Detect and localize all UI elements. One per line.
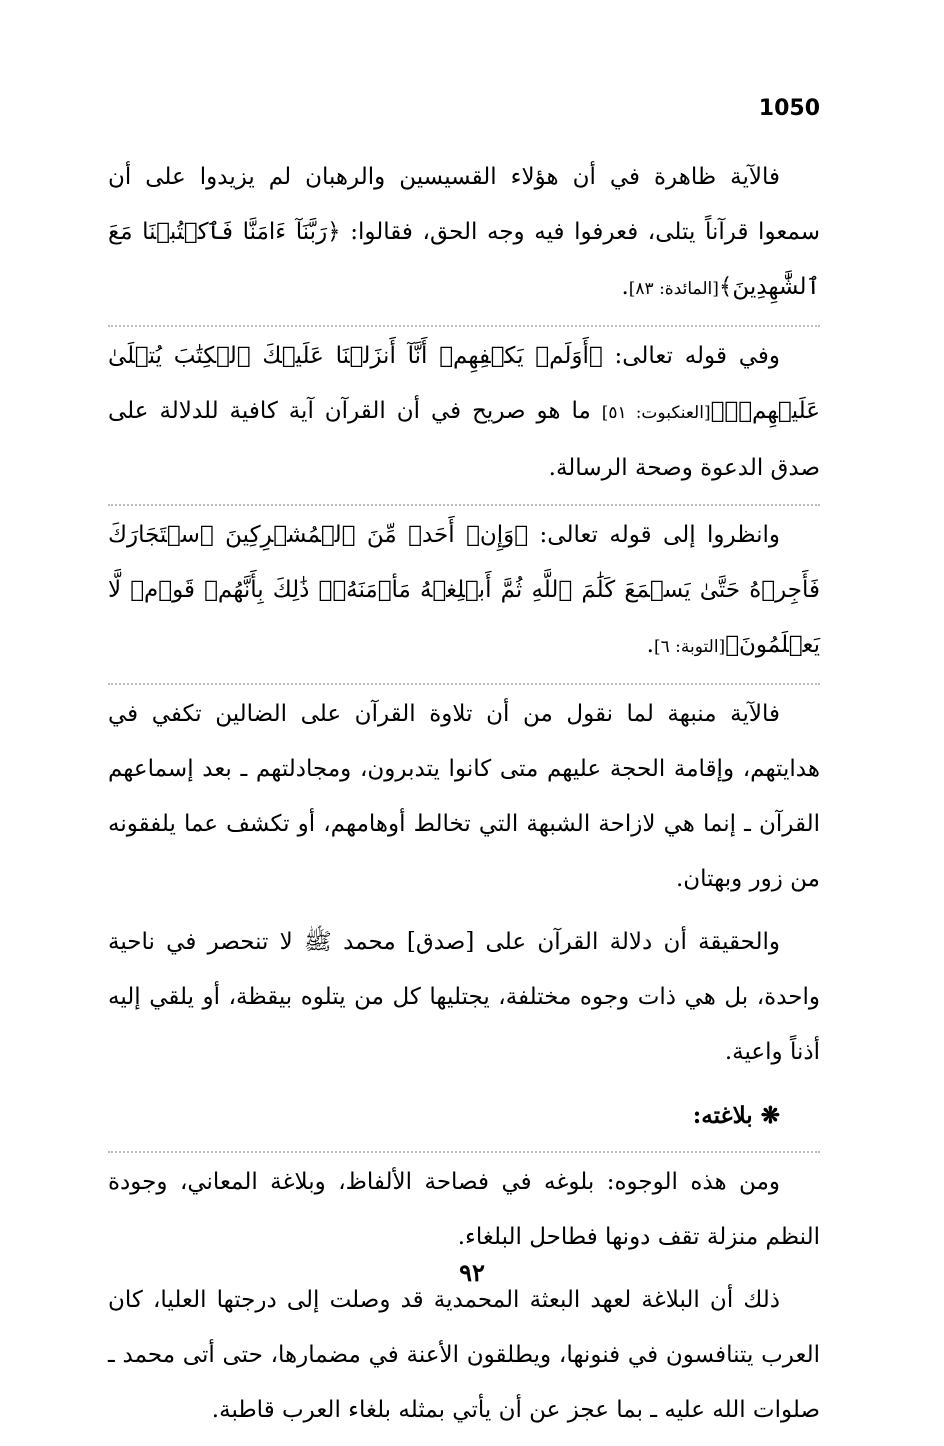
page-number-bottom: ٩٢ (459, 1258, 485, 1287)
paragraph-6: ومن هذه الوجوه: بلوغه في فصاحة الألفاظ، وبلاغة المعاني، وجودة النظم منزلة تقف دونها فطاحل البلغاء. (108, 1151, 820, 1265)
section-heading-text: بلاغته: (692, 1102, 753, 1129)
quran-verse: ﴿رَبَّنَآ ءَامَنَّا فَٱكۡتُبۡنَا مَعَ ٱلشَّٰهِدِينَ﴾ (108, 219, 820, 300)
bullet-icon: ❋ (760, 1102, 780, 1129)
verse-reference: [المائدة: ٨٣] (628, 279, 719, 299)
paragraph-text: . (646, 632, 654, 658)
paragraph-text: ما هو صريح في أن القرآن آية كافية للدلالة على صدق الدعوة وصحة الرسالة. (108, 398, 820, 481)
paragraph-7: ذلك أن البلاغة لعهد البعثة المحمدية قد وصلت إلى درجتها العليا، كان العرب يتنافسون في فنونها، ويطلقون الأعنة في مضمارها، حتى أتى محمد ـ صلوات الله عليه ـ بما عجز عن أن يأتي بمثله بلغاء العرب قاطبة. (108, 1287, 820, 1423)
paragraph-1 (108, 150, 820, 317)
text-body (108, 150, 820, 1446)
section-heading (108, 1088, 820, 1143)
paragraph-3 (108, 504, 820, 675)
paragraph-text: وفي قوله تعالى: (602, 343, 780, 369)
paragraph-text: وانظروا إلى قوله تعالى: (528, 522, 780, 548)
page-number-top: 1050 (758, 96, 820, 121)
paragraph-2 (108, 325, 820, 496)
paragraph-4: فالآية منبهة لما نقول من أن تلاوة القرآن على الضالين تكفي في هدايتهم، وإقامة الحجة عليهم متى كانوا يتدبرون، ومجادلتهم ـ بعد إسماعهم القرآن ـ إنما هي لازاحة الشبهة التي تخالط أوهامهم، أو تكشف عما يلفقونه من زور وبهتان. (108, 683, 820, 907)
paragraph-text: . (621, 274, 629, 300)
paragraph-5: والحقيقة أن دلالة القرآن على [صدق] محمد ﷺ لا تنحصر في ناحية واحدة، بل هي ذات وجوه مختلفة، يجتليها كل من يتلوه بيقظة، أو يلقي إليه أذناً واعية. (108, 929, 820, 1065)
verse-reference: [التوبة: ٦] (653, 637, 726, 657)
paragraph-text: فالآية ظاهرة في أن هؤلاء القسيسين والرهبان لم يزيدوا على أن سمعوا قرآناً يتلى، فعرفوا فيه وجه الحق، فقالوا: (108, 164, 820, 245)
quran-verse: ﴿وَإِنۡ أَحَدٞ مِّنَ ٱلۡمُشۡرِكِينَ ٱسۡتَجَارَكَ فَأَجِرۡهُ حَتَّىٰ يَسۡمَعَ كَلَٰمَ ٱللَّهِ ثُمَّ أَبۡلِغۡهُ مَأۡمَنَهُۥۚ ذَٰلِكَ بِأَنَّهُمۡ قَوۡمٞ لَّا يَعۡلَمُونَ﴾ (108, 522, 820, 658)
quran-verse: ﴿أَوَلَمۡ يَكۡفِهِمۡ أَنَّآ أَنزَلۡنَا عَلَيۡكَ ٱلۡكِتَٰبَ يُتۡلَىٰ عَلَيۡهِمۡۚ﴾ (108, 343, 821, 424)
verse-reference: [العنكبوت: ٥١] (601, 403, 711, 423)
